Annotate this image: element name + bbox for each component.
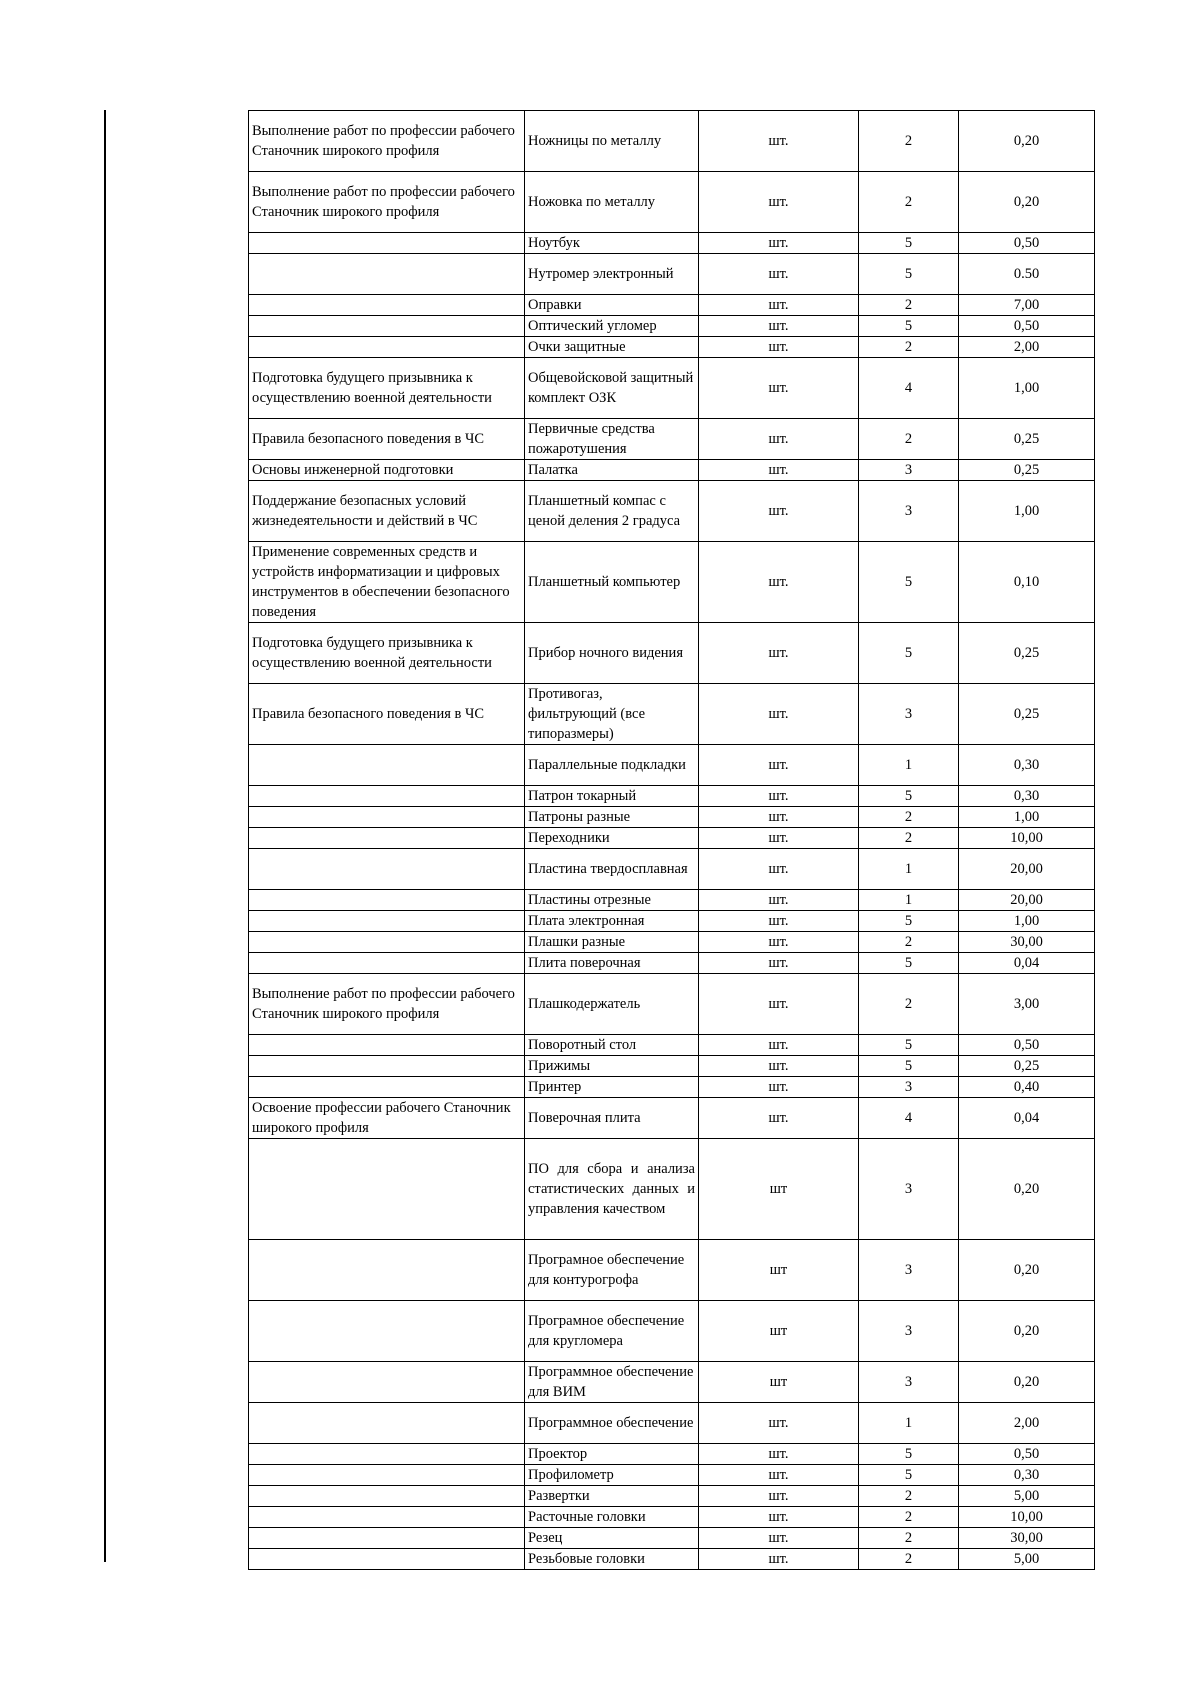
- quantity-cell: 1: [859, 890, 959, 911]
- topic-cell: Выполнение работ по профессии рабочего Станочник широкого профиля: [249, 172, 525, 233]
- value-cell: 30,00: [959, 1528, 1095, 1549]
- equipment-table: [248, 110, 1095, 1570]
- unit-cell: шт.: [699, 233, 859, 254]
- table-row: [249, 481, 1095, 542]
- unit-cell: шт.: [699, 623, 859, 684]
- quantity-cell: 5: [859, 1444, 959, 1465]
- quantity-cell: 2: [859, 419, 959, 460]
- quantity-cell: 3: [859, 684, 959, 745]
- table-row: [249, 1403, 1095, 1444]
- value-cell: 0,40: [959, 1077, 1095, 1098]
- quantity-cell: 3: [859, 1362, 959, 1403]
- topic-cell: Выполнение работ по профессии рабочего Станочник широкого профиля: [249, 974, 525, 1035]
- item-name-cell: Общевойсковой защитный комплект ОЗК: [525, 358, 699, 419]
- unit-cell: шт.: [699, 419, 859, 460]
- value-cell: 1,00: [959, 911, 1095, 932]
- table-row: [249, 1486, 1095, 1507]
- value-cell: 5,00: [959, 1549, 1095, 1570]
- topic-cell: [249, 1528, 525, 1549]
- unit-cell: шт: [699, 1362, 859, 1403]
- topic-cell: Выполнение работ по профессии рабочего Станочник широкого профиля: [249, 111, 525, 172]
- item-name-cell: Переходники: [525, 828, 699, 849]
- item-name-cell: Поворотный стол: [525, 1035, 699, 1056]
- item-name-cell: Поверочная плита: [525, 1098, 699, 1139]
- unit-cell: шт.: [699, 1077, 859, 1098]
- table-row: [249, 807, 1095, 828]
- quantity-cell: 5: [859, 1056, 959, 1077]
- quantity-cell: 3: [859, 1301, 959, 1362]
- quantity-cell: 2: [859, 295, 959, 316]
- unit-cell: шт.: [699, 974, 859, 1035]
- unit-cell: шт.: [699, 745, 859, 786]
- topic-cell: [249, 807, 525, 828]
- quantity-cell: 3: [859, 481, 959, 542]
- value-cell: 0.50: [959, 254, 1095, 295]
- item-name-cell: Ножовка по металлу: [525, 172, 699, 233]
- table-row: [249, 172, 1095, 233]
- table-row: [249, 890, 1095, 911]
- topic-cell: Применение современных средств и устройств информатизации и цифровых инструментов в обеспечении безопасного поведения: [249, 542, 525, 623]
- topic-cell: [249, 953, 525, 974]
- topic-cell: Поддержание безопасных условий жизнедеятельности и действий в ЧС: [249, 481, 525, 542]
- value-cell: 0,20: [959, 1301, 1095, 1362]
- quantity-cell: 1: [859, 1403, 959, 1444]
- quantity-cell: 2: [859, 172, 959, 233]
- value-cell: 20,00: [959, 890, 1095, 911]
- value-cell: 1,00: [959, 358, 1095, 419]
- table-row: [249, 316, 1095, 337]
- table-row: [249, 1139, 1095, 1240]
- topic-cell: Подготовка будущего призывника к осуществлению военной деятельности: [249, 623, 525, 684]
- table-row: [249, 111, 1095, 172]
- quantity-cell: 5: [859, 316, 959, 337]
- quantity-cell: 2: [859, 974, 959, 1035]
- quantity-cell: 2: [859, 828, 959, 849]
- value-cell: 0,50: [959, 233, 1095, 254]
- value-cell: 0,50: [959, 1035, 1095, 1056]
- quantity-cell: 2: [859, 1528, 959, 1549]
- unit-cell: шт.: [699, 911, 859, 932]
- quantity-cell: 5: [859, 233, 959, 254]
- table-row: [249, 542, 1095, 623]
- unit-cell: шт.: [699, 1056, 859, 1077]
- unit-cell: шт.: [699, 111, 859, 172]
- quantity-cell: 5: [859, 542, 959, 623]
- quantity-cell: 5: [859, 911, 959, 932]
- item-name-cell: Программное обеспечение для ВИМ: [525, 1362, 699, 1403]
- quantity-cell: 3: [859, 460, 959, 481]
- item-name-cell: Первичные средства пожаротушения: [525, 419, 699, 460]
- unit-cell: шт.: [699, 1507, 859, 1528]
- topic-cell: [249, 1362, 525, 1403]
- table-row: [249, 953, 1095, 974]
- topic-cell: [249, 1035, 525, 1056]
- topic-cell: [249, 254, 525, 295]
- value-cell: 5,00: [959, 1486, 1095, 1507]
- topic-cell: [249, 1056, 525, 1077]
- value-cell: 2,00: [959, 337, 1095, 358]
- unit-cell: шт.: [699, 1098, 859, 1139]
- table-row: [249, 1444, 1095, 1465]
- value-cell: 0,04: [959, 1098, 1095, 1139]
- item-name-cell: Патрон токарный: [525, 786, 699, 807]
- topic-cell: [249, 786, 525, 807]
- topic-cell: [249, 890, 525, 911]
- unit-cell: шт.: [699, 1528, 859, 1549]
- quantity-cell: 4: [859, 1098, 959, 1139]
- topic-cell: Основы инженерной подготовки: [249, 460, 525, 481]
- value-cell: 0,25: [959, 684, 1095, 745]
- quantity-cell: 5: [859, 786, 959, 807]
- item-name-cell: Програмное обеспечение для кругломера: [525, 1301, 699, 1362]
- quantity-cell: 5: [859, 953, 959, 974]
- table-row: [249, 911, 1095, 932]
- item-name-cell: Ножницы по металлу: [525, 111, 699, 172]
- table-row: [249, 786, 1095, 807]
- value-cell: 0,25: [959, 460, 1095, 481]
- value-cell: 0,20: [959, 1139, 1095, 1240]
- item-name-cell: Нутромер электронный: [525, 254, 699, 295]
- value-cell: 0,20: [959, 111, 1095, 172]
- item-name-cell: Прибор ночного видения: [525, 623, 699, 684]
- quantity-cell: 2: [859, 932, 959, 953]
- value-cell: 0,10: [959, 542, 1095, 623]
- value-cell: 3,00: [959, 974, 1095, 1035]
- item-name-cell: ПО для сбора и анализа статистических данных и управления качеством: [525, 1139, 699, 1240]
- topic-cell: Освоение профессии рабочего Станочник широкого профиля: [249, 1098, 525, 1139]
- table-row: [249, 1240, 1095, 1301]
- table-row: [249, 1035, 1095, 1056]
- unit-cell: шт.: [699, 542, 859, 623]
- table-row: [249, 745, 1095, 786]
- item-name-cell: Программное обеспечение: [525, 1403, 699, 1444]
- item-name-cell: Оптический угломер: [525, 316, 699, 337]
- value-cell: 10,00: [959, 1507, 1095, 1528]
- quantity-cell: 2: [859, 337, 959, 358]
- item-name-cell: Палатка: [525, 460, 699, 481]
- topic-cell: [249, 1549, 525, 1570]
- topic-cell: Правила безопасного поведения в ЧС: [249, 684, 525, 745]
- topic-cell: [249, 316, 525, 337]
- value-cell: 0,25: [959, 419, 1095, 460]
- topic-cell: [249, 828, 525, 849]
- item-name-cell: Резец: [525, 1528, 699, 1549]
- item-name-cell: Очки защитные: [525, 337, 699, 358]
- unit-cell: шт.: [699, 358, 859, 419]
- table-row: [249, 849, 1095, 890]
- topic-cell: [249, 932, 525, 953]
- item-name-cell: Плата электронная: [525, 911, 699, 932]
- item-name-cell: Пластина твердосплавная: [525, 849, 699, 890]
- table-row: [249, 1528, 1095, 1549]
- value-cell: 1,00: [959, 807, 1095, 828]
- unit-cell: шт.: [699, 172, 859, 233]
- unit-cell: шт.: [699, 828, 859, 849]
- quantity-cell: 2: [859, 1486, 959, 1507]
- left-margin-line: [104, 110, 106, 1562]
- quantity-cell: 1: [859, 745, 959, 786]
- unit-cell: шт.: [699, 786, 859, 807]
- table-row: [249, 419, 1095, 460]
- topic-cell: [249, 337, 525, 358]
- table-row: [249, 295, 1095, 316]
- unit-cell: шт.: [699, 849, 859, 890]
- quantity-cell: 3: [859, 1139, 959, 1240]
- topic-cell: [249, 1301, 525, 1362]
- value-cell: 0,50: [959, 316, 1095, 337]
- value-cell: 10,00: [959, 828, 1095, 849]
- table-row: [249, 358, 1095, 419]
- quantity-cell: 2: [859, 807, 959, 828]
- item-name-cell: Резьбовые головки: [525, 1549, 699, 1570]
- item-name-cell: Планшетный компьютер: [525, 542, 699, 623]
- table-row: [249, 932, 1095, 953]
- table-row: [249, 623, 1095, 684]
- table-row: [249, 828, 1095, 849]
- value-cell: 1,00: [959, 481, 1095, 542]
- unit-cell: шт.: [699, 1465, 859, 1486]
- unit-cell: шт.: [699, 337, 859, 358]
- item-name-cell: Пластины отрезные: [525, 890, 699, 911]
- unit-cell: шт.: [699, 316, 859, 337]
- unit-cell: шт.: [699, 460, 859, 481]
- topic-cell: [249, 1486, 525, 1507]
- topic-cell: [249, 1465, 525, 1486]
- value-cell: 0,20: [959, 172, 1095, 233]
- quantity-cell: 4: [859, 358, 959, 419]
- value-cell: 0,20: [959, 1362, 1095, 1403]
- table-row: [249, 337, 1095, 358]
- item-name-cell: Противогаз, фильтрующий (все типоразмеры): [525, 684, 699, 745]
- value-cell: 0,30: [959, 745, 1095, 786]
- unit-cell: шт.: [699, 932, 859, 953]
- table-row: [249, 1465, 1095, 1486]
- unit-cell: шт.: [699, 295, 859, 316]
- value-cell: 0,30: [959, 786, 1095, 807]
- unit-cell: шт.: [699, 953, 859, 974]
- item-name-cell: Плашкодержатель: [525, 974, 699, 1035]
- item-name-cell: Развертки: [525, 1486, 699, 1507]
- topic-cell: Подготовка будущего призывника к осуществлению военной деятельности: [249, 358, 525, 419]
- table-row: [249, 1362, 1095, 1403]
- unit-cell: шт.: [699, 684, 859, 745]
- item-name-cell: Принтер: [525, 1077, 699, 1098]
- unit-cell: шт.: [699, 1035, 859, 1056]
- quantity-cell: 3: [859, 1077, 959, 1098]
- quantity-cell: 5: [859, 254, 959, 295]
- value-cell: 7,00: [959, 295, 1095, 316]
- topic-cell: [249, 849, 525, 890]
- item-name-cell: Програмное обеспечение для контурогрофа: [525, 1240, 699, 1301]
- table-row: [249, 1549, 1095, 1570]
- item-name-cell: Планшетный компас с ценой деления 2 градуса: [525, 481, 699, 542]
- unit-cell: шт.: [699, 1549, 859, 1570]
- unit-cell: шт: [699, 1139, 859, 1240]
- item-name-cell: Прижимы: [525, 1056, 699, 1077]
- item-name-cell: Профилометр: [525, 1465, 699, 1486]
- topic-cell: [249, 1507, 525, 1528]
- unit-cell: шт: [699, 1301, 859, 1362]
- value-cell: 20,00: [959, 849, 1095, 890]
- quantity-cell: 2: [859, 1549, 959, 1570]
- table-row: [249, 1098, 1095, 1139]
- item-name-cell: Расточные головки: [525, 1507, 699, 1528]
- quantity-cell: 2: [859, 1507, 959, 1528]
- item-name-cell: Параллельные подкладки: [525, 745, 699, 786]
- table-row: [249, 254, 1095, 295]
- item-name-cell: Плашки разные: [525, 932, 699, 953]
- table-row: [249, 684, 1095, 745]
- item-name-cell: Оправки: [525, 295, 699, 316]
- value-cell: 2,00: [959, 1403, 1095, 1444]
- unit-cell: шт.: [699, 807, 859, 828]
- item-name-cell: Ноутбук: [525, 233, 699, 254]
- quantity-cell: 1: [859, 849, 959, 890]
- value-cell: 0,50: [959, 1444, 1095, 1465]
- topic-cell: [249, 1139, 525, 1240]
- unit-cell: шт.: [699, 1444, 859, 1465]
- table-row: [249, 1056, 1095, 1077]
- table-row: [249, 1077, 1095, 1098]
- topic-cell: [249, 745, 525, 786]
- table-row: [249, 1301, 1095, 1362]
- value-cell: 0,30: [959, 1465, 1095, 1486]
- unit-cell: шт.: [699, 481, 859, 542]
- item-name-cell: Проектор: [525, 1444, 699, 1465]
- item-name-cell: Патроны разные: [525, 807, 699, 828]
- value-cell: 0,25: [959, 1056, 1095, 1077]
- topic-cell: Правила безопасного поведения в ЧС: [249, 419, 525, 460]
- table-row: [249, 1507, 1095, 1528]
- unit-cell: шт.: [699, 254, 859, 295]
- value-cell: 0,20: [959, 1240, 1095, 1301]
- item-name-cell: Плита поверочная: [525, 953, 699, 974]
- topic-cell: [249, 1444, 525, 1465]
- topic-cell: [249, 911, 525, 932]
- quantity-cell: 2: [859, 111, 959, 172]
- quantity-cell: 5: [859, 1465, 959, 1486]
- value-cell: 0,04: [959, 953, 1095, 974]
- unit-cell: шт.: [699, 1403, 859, 1444]
- quantity-cell: 5: [859, 1035, 959, 1056]
- topic-cell: [249, 295, 525, 316]
- quantity-cell: 5: [859, 623, 959, 684]
- value-cell: 30,00: [959, 932, 1095, 953]
- unit-cell: шт: [699, 1240, 859, 1301]
- table-row: [249, 233, 1095, 254]
- unit-cell: шт.: [699, 1486, 859, 1507]
- quantity-cell: 3: [859, 1240, 959, 1301]
- topic-cell: [249, 1240, 525, 1301]
- unit-cell: шт.: [699, 890, 859, 911]
- table-row: [249, 974, 1095, 1035]
- table-row: [249, 460, 1095, 481]
- topic-cell: [249, 1077, 525, 1098]
- topic-cell: [249, 233, 525, 254]
- value-cell: 0,25: [959, 623, 1095, 684]
- topic-cell: [249, 1403, 525, 1444]
